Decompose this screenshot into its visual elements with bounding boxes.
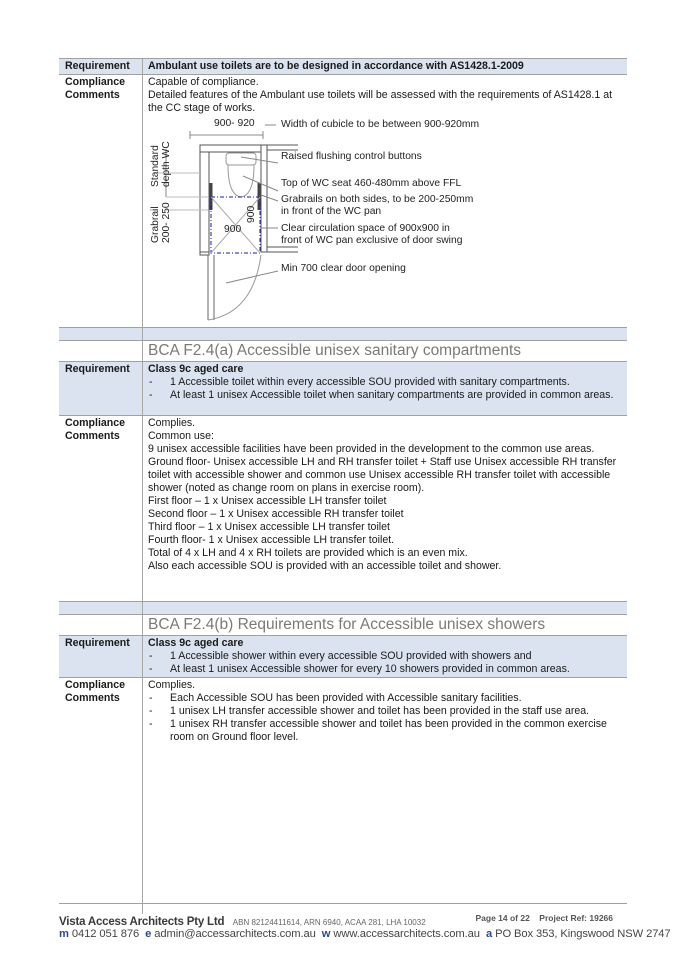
document-page [59, 58, 627, 914]
requirement-label: Requirement [59, 59, 143, 74]
note-space-1: Clear circulation space of 900x900 in [281, 223, 450, 234]
note-grabrail-1: Grabrails on both sides, to be 200-250mm [281, 194, 474, 205]
ambulant-requirement-row [59, 58, 627, 75]
ambulant-compliance-row [59, 75, 627, 327]
list-item: - Each Accessible SOU has been provided with Accessible sanitary facilities. [149, 692, 522, 704]
f24a-title-row [59, 341, 627, 362]
note-flush: Raised flushing control buttons [281, 151, 422, 162]
f24a-compliance-row [59, 416, 627, 601]
spacer-row [59, 601, 627, 615]
dim-grabrail-label: Grabrail 200- 250 [150, 202, 172, 243]
project-ref: Project Ref: 19266 [539, 913, 613, 923]
compliance-comments: Complies. Common use: 9 unisex accessible facilities have been provided in the development to the common use areas. Ground floor- Unisex accessible LH and RH transfer toilet + Staff use Unisex accessible RH transfer toilet with accessible shower and common use Unisex accessible RH transfer toilet with accessible shower (noted as change room on plans in exercise room). First floor – 1 x Unisex accessible LH transfer toilet Second floor – 1 x Unisex accessible RH transfer toilet Third floor – 1 x Unisex accessible LH transfer toilet Fourth floor- 1 x Unisex accessible LH transfer toilet. Total of 4 x LH and 4 x RH toilets are provided which is an even mix. Also each accessible SOU is provided with an accessible toilet and shower. [148, 417, 617, 572]
requirement-text: Class 9c aged care - 1 Accessible toilet within every accessible SOU provided with sanitary compartments. - At least 1 unisex Accessible toilet when sanitary compartments are provided in common areas. [143, 362, 627, 415]
list-item: - 1 Accessible toilet within every accessible SOU provided with sanitary compartments. [149, 376, 570, 388]
company-registration: ABN 82124411614, ARN 6940, ACAA 281, LHA 10032 [232, 918, 426, 927]
page-info [476, 913, 614, 923]
compliance-label: Compliance Comments [59, 75, 143, 327]
note-space-2: front of WC pan exclusive of door swing [281, 235, 463, 246]
compliance-comments: Complies. - Each Accessible SOU has been provided with Accessible sanitary facilities. - 1 unisex LH transfer accessible shower and toilet has been provided in the staff use area. - 1 unisex RH transfer accessible shower and toilet has been provided in the common exercise room on Ground floor level. [143, 678, 627, 914]
f24b-compliance-row [59, 678, 627, 914]
dim-width-label: 900- 920 [214, 118, 255, 129]
spacer-row [59, 327, 627, 341]
section-title: BCA F2.4(a) Accessible unisex sanitary compartments [148, 342, 522, 359]
note-width: Width of cubicle to be between 900-920mm [281, 119, 480, 130]
postal-address: PO Box 353, Kingswood NSW 2747 [495, 928, 671, 940]
compliance-label: Compliance Comments [59, 678, 143, 914]
mobile-number: 0412 051 876 [71, 928, 140, 940]
note-seat: Top of WC seat 460-480mm above FFL [281, 178, 462, 189]
compliance-comments: Capable of compliance. Detailed features of the Ambulant use toilets will be assessed with the requirements of AS1428.1 at the CC stage of works. 900- 920 Standard depth WC Grabrail 200- 250 900 900 Width of cubicle to be between 900-920mm Raised flushing control buttons Top of WC seat 460-480mm above FFL Grabrails on both sides, to be 200-250mm in front of the WC pan Clear circulation space of 900x900 in front of WC pan exclusive of door swing Min 700 clear door opening [143, 75, 627, 327]
section-title: BCA F2.4(b) Requirements for Accessible unisex showers [148, 616, 546, 633]
f24a-requirement-row [59, 362, 627, 416]
space-height-label: 900 [246, 205, 257, 223]
compliance-label: Compliance Comments [59, 416, 143, 601]
email-link[interactable]: admin@accessarchitects.com.au [154, 928, 316, 940]
space-width-label: 900 [224, 224, 242, 235]
website-link[interactable]: www.accessarchitects.com.au [333, 928, 480, 940]
ambulant-toilet-diagram [148, 115, 627, 325]
contact-line: m 0412 051 876 e admin@accessarchitects.com.au w www.accessarchitects.com.au a PO Box 353, Kingswood NSW 2747 [59, 928, 671, 940]
company-name: Vista Access Architects Pty Ltd [59, 916, 225, 928]
list-item: - 1 unisex LH transfer accessible shower and toilet has been provided in the staff use area. [149, 705, 590, 717]
requirement-text: Class 9c aged care - 1 Accessible shower within every accessible SOU provided with showers and - At least 1 unisex Accessible shower for every 10 showers provided in common areas. [143, 636, 627, 677]
list-item: - At least 1 unisex Accessible toilet when sanitary compartments are provided in common areas. [149, 389, 614, 401]
page-footer [59, 903, 671, 940]
note-grabrail-2: in front of the WC pan [281, 206, 382, 217]
list-item: - 1 unisex RH transfer accessible shower and toilet has been provided in the common exercise room on Ground floor level. [149, 718, 607, 743]
requirement-text: Ambulant use toilets are to be designed in accordance with AS1428.1-2009 [148, 60, 524, 72]
requirement-label: Requirement [59, 636, 143, 677]
toilet-plan-drawing-icon [148, 115, 628, 325]
f24b-requirement-row [59, 636, 627, 678]
note-door: Min 700 clear door opening [281, 263, 406, 274]
page-number: Page 14 of 22 [475, 913, 530, 923]
list-item: - At least 1 unisex Accessible shower for every 10 showers provided in common areas. [149, 663, 570, 675]
list-item: - 1 Accessible shower within every accessible SOU provided with showers and [149, 650, 532, 662]
dim-depth-label: Standard depth WC [150, 141, 172, 187]
requirement-label: Requirement [59, 362, 143, 415]
f24b-title-row [59, 615, 627, 636]
